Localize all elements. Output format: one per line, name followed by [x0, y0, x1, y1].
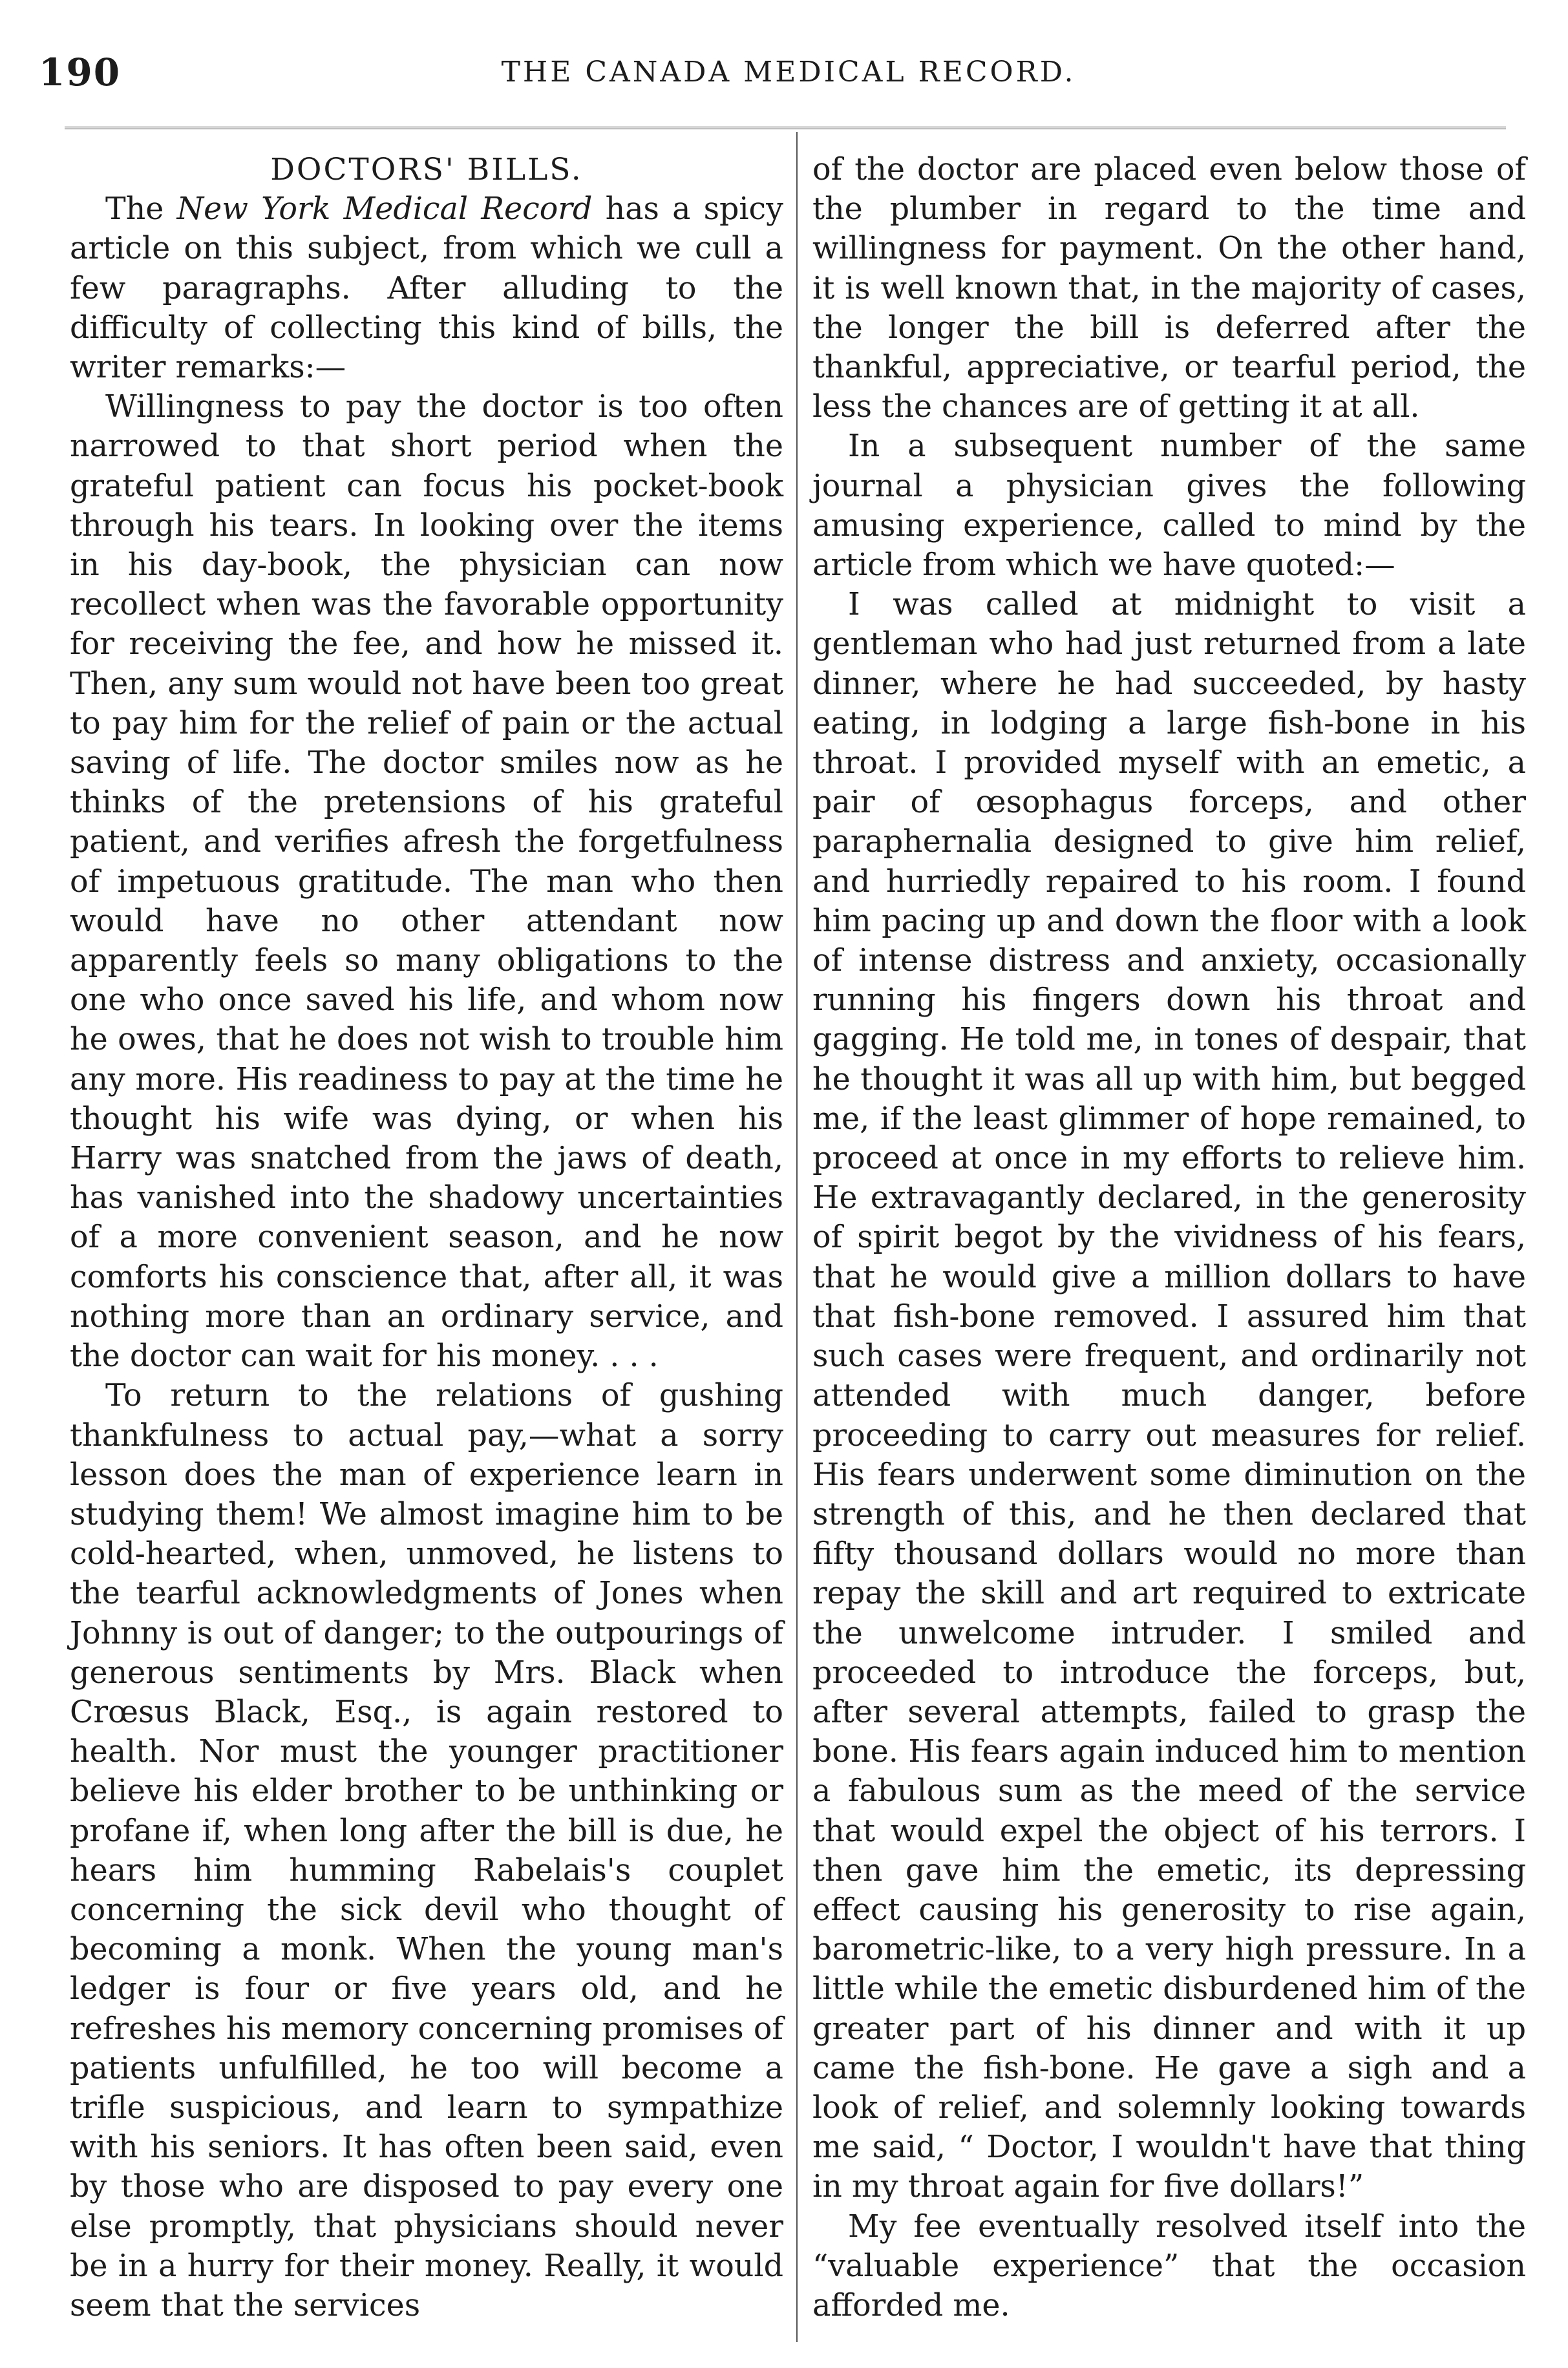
closing-paragraph: My fee eventually resolved itself into the “valuable experience” that the occasion afforded me.: [812, 2208, 1526, 2323]
fish-bone-anecdote: I was called at midnight to visit a gentleman who had just returned from a late dinner, where he had succeeded, by hasty eating, in lodging a large fish-bone in his throat. I provided myself with an emetic, a pair of œsophagus forceps, and other paraphernalia designed to give him relief, and hurriedly repaired to his room. I found him pacing up and down the floor with a look of intense distress and anxiety, occasionally running his fingers down his throat and gagging. He told me, in tones of despair, that he thought it was all up with him, but begged me, if the least glimmer of hope remained, to proceed at once in my efforts to relieve him. He extravagantly declared, in the generosity of spirit begot by the vividness of his fears, that he would give a million dollars to have that fish-bone removed. I assured him that such cases were frequent, and ordinarily not attended with much danger, before proceeding to carry out measures for relief. His fears underwent some diminution on the strength of this, and he then declared that fifty thousand dollars would no more than repay the skill and art required to extricate the unwelcome intruder. I smiled and proceeded to introduce the forceps, but, after several attempts, failed to grasp the bone. His fears again induced him to mention a fabulous sum as the meed of the service that would expel the object of his terrors. I then gave him the emetic, its depressing effect causing his generosity to rise again, barometric-like, to a very high pressure. In a little while the emetic disburdened him of the greater part of his dinner and with it up came the fish-bone. He gave a sigh and a look of relief, and solemnly looking towards me said, “ Doctor, I wouldn't have that thing in my throat again for five dollars!”: [812, 587, 1526, 2205]
intro-text-end: has a spicy article on this subject, from which we cull a few paragraphs. After alluding to the difficulty of collecting this kind of bills, the writer remarks:—: [70, 191, 783, 386]
subsequent-number-paragraph: In a subsequent number of the same journal a physician gives the following amusing experience, called to mind by the article from which we have quoted:—: [812, 428, 1526, 584]
intro-text-start: The: [105, 191, 177, 227]
running-head: [39, 50, 1538, 96]
article-title: DOCTORS' BILLS.: [270, 152, 583, 187]
quoted-paragraph-2: To return to the relations of gushing thankfulness to actual pay,—what a sorry lesson does the man of experience learn in studying them! We almost imagine him to be cold-hearted, when, unmoved, he listens to the tearful acknowledgments of Jones when Johnny is out of danger; to the outpourings of generous sentiments by Mrs. Black when Crœsus Black, Esq., is again restored to health. Nor must the younger practitioner believe his elder brother to be unthinking or profane if, when long after the bill is due, he hears him humming Rabelais's couplet concerning the sick devil who thought of becoming a monk. When the young man's ledger is four or five years old, and he refreshes his memory concerning promises of patients unfulfilled, he too will become a trifle suspicious, and learn to sympathize with his seniors. It has often been said, even by those who are disposed to pay every one else promptly, that physicians should never be in a hurry for their money. Really, it would seem that the services: [70, 1378, 783, 2323]
intro-paragraph: [70, 189, 783, 387]
right-column: [812, 150, 1526, 2325]
column-divider: [796, 132, 798, 2342]
quoted-paragraph-2-continued: of the doctor are placed even below those of the plumber in regard to the time and willingness for payment. On the other hand, it is well known that, in the majority of cases, the longer the bill is deferred after the thankful, appreciative, or tearful period, the less the chances are of getting it at all.: [812, 152, 1526, 425]
header-rule: [65, 127, 1506, 129]
page-number: 190: [39, 50, 122, 94]
left-column: [70, 150, 783, 2325]
quoted-paragraph-1: Willingness to pay the doctor is too often narrowed to that short period when the grateful patient can focus his pocket-book through his tears. In looking over the items in his day-book, the physician can now recollect when was the favorable opportunity for receiving the fee, and how he missed it. Then, any sum would not have been too great to pay him for the relief of pain or the actual saving of life. The doctor smiles now as he thinks of the pretensions of his grateful patient, and verifies afresh the forgetfulness of impetuous gratitude. The man who then would have no other attendant now apparently feels so many obligations to the one who once saved his life, and whom now he owes, that he does not wish to trouble him any more. His readiness to pay at the time he thought his wife was dying, or when his Harry was snatched from the jaws of death, has vanished into the shadowy uncertainties of a more convenient season, and he now comforts his conscience that, after all, it was nothing more than an ordinary service, and the doctor can wait for his money. . . .: [70, 389, 783, 1375]
journal-name: New York Medical Record: [176, 191, 593, 227]
journal-title: THE CANADA MEDICAL RECORD.: [501, 56, 1076, 89]
